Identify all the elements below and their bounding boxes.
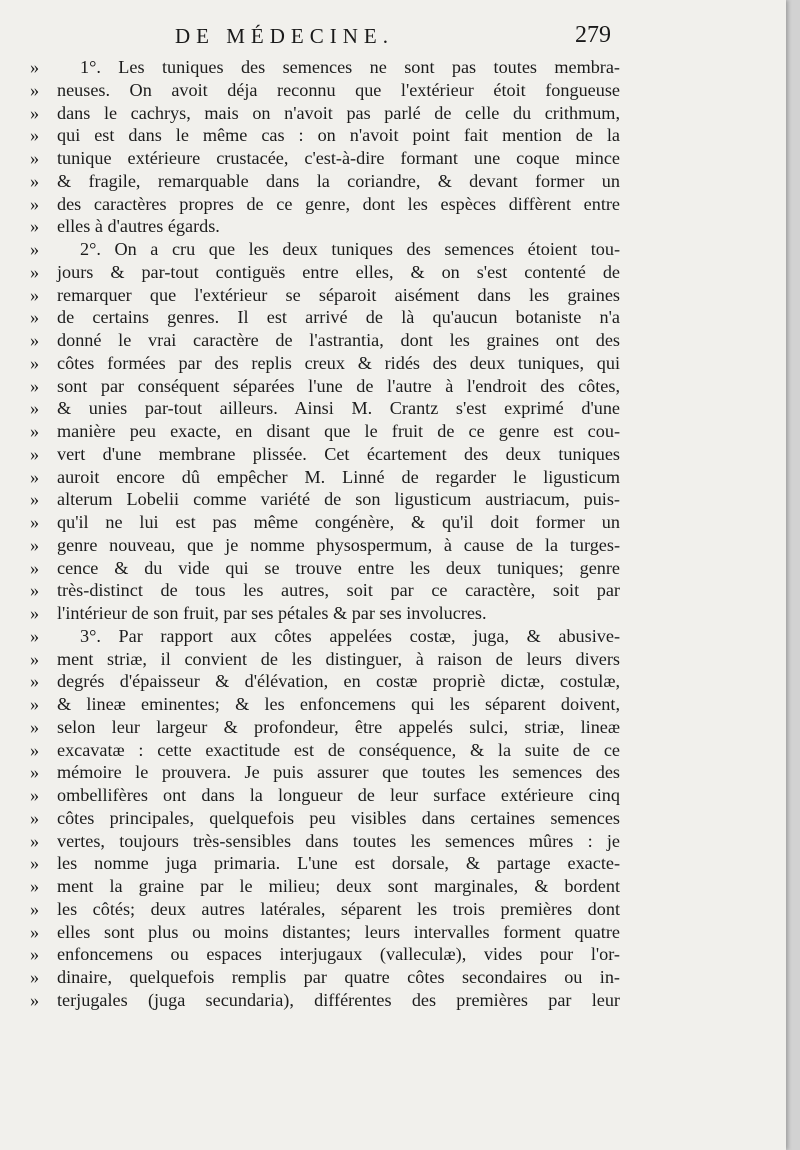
quote-mark: » [30,989,40,1010]
quote-mark: » [30,534,40,555]
text-line [30,193,620,216]
line-text: genre nouveau, que je nomme physospermum, à cause de la turges- [57,534,620,555]
text-line [30,761,620,784]
text-line [30,625,620,648]
line-text: ment la graine par le milieu; deux sont marginales, & bordent [57,876,620,896]
line-text: les nomme juga primaria. L'une est dorsale, & partage exacte- [57,853,620,874]
text-line [30,352,620,375]
text-line [30,648,620,671]
line-text: elles à d'autres égards. [57,216,220,237]
running-title: DE MÉDECINE. [175,24,394,48]
text-line [30,215,620,238]
line-text: ombellifères ont dans la longueur de leur surface extérieure cinq [57,785,620,805]
text-line [30,147,620,170]
text-line [30,739,620,762]
page-header [175,24,611,54]
text-line [30,534,620,557]
text-line [30,238,620,261]
text-line [30,170,620,193]
line-text: neuses. On avoit déja reconnu que l'extérieur étoit fongueuse [57,79,620,100]
text-line [30,784,620,807]
line-text: vert d'une membrane plissée. Cet écartement des deux tuniques [57,443,620,464]
quote-mark: » [30,148,40,168]
quote-mark: » [30,307,40,328]
line-text: mémoire le prouvera. Je puis assurer que toutes les semences des [57,762,620,783]
text-line [30,511,620,534]
quote-mark: » [30,466,40,487]
line-text: remarquer que l'extérieur se séparoit aisément dans les graines [57,284,620,305]
text-line [30,466,620,489]
quote-mark: » [30,79,40,100]
line-text: selon leur largeur & profondeur, être appelés sulci, striæ, lineæ [57,716,620,737]
quote-mark: » [30,330,40,350]
line-text: alterum Lobelii comme variété de son ligusticum austriacum, puis- [57,489,620,510]
line-text: cence & du vide qui se trouve entre les deux tuniques; genre [57,557,620,578]
line-text: degrés d'épaisseur & d'élévation, en costæ propriè dictæ, costulæ, [57,671,620,692]
line-text: vertes, toujours très-sensibles dans toutes les semences mûres : je [57,830,620,851]
line-text: dinaire, quelquefois remplis par quatre côtes secondaires ou in- [57,967,620,987]
quote-mark: » [30,170,40,191]
line-text: l'intérieur de son fruit, par ses pétales & par ses involucres. [57,603,487,623]
text-line [30,579,620,602]
line-text: sont par conséquent séparées l'une de l'autre à l'endroit des côtes, [57,375,620,396]
line-text: terjugales (juga secundaria), différentes des premières par leur [57,989,620,1010]
quote-mark: » [30,375,40,396]
quote-mark: » [30,284,40,305]
line-text: 2°. On a cru que les deux tuniques des semences étoient tou- [80,239,620,259]
quote-mark: » [30,898,40,919]
line-text: ment striæ, il convient de les distinguer, à raison de leurs divers [57,648,620,669]
quote-mark: » [30,739,40,760]
quote-mark: » [30,853,40,874]
text-line [30,488,620,511]
quote-mark: » [30,398,40,419]
quote-mark: » [30,671,40,692]
line-text: elles sont plus ou moins distantes; leurs intervalles forment quatre [57,921,620,942]
quote-mark: » [30,921,40,942]
quote-mark: » [30,512,40,532]
text-line [30,261,620,284]
line-text: 3°. Par rapport aux côtes appelées costæ, juga, & abusive- [80,625,620,646]
line-text: 1°. Les tuniques des semences ne sont pas toutes membra- [80,57,620,77]
line-text: manière peu exacte, en disant que le fruit de ce genre est cou- [57,421,620,441]
line-text: jours & par-tout contiguës entre elles, & on s'est contenté de [57,261,620,282]
line-text: de certains genres. Il est arrivé de là qu'aucun botaniste n'a [57,307,620,328]
quote-mark: » [30,557,40,578]
quote-mark: » [30,580,40,601]
text-line [30,716,620,739]
line-text: les côtés; deux autres latérales, séparent les trois premières dont [57,898,620,919]
line-text: & fragile, remarquable dans la coriandre, & devant former un [57,170,620,191]
quote-mark: » [30,603,40,623]
quote-mark: » [30,216,40,237]
text-line [30,693,620,716]
text-line [30,875,620,898]
quote-mark: » [30,762,40,783]
text-line [30,102,620,125]
quote-mark: » [30,239,40,259]
text-line [30,375,620,398]
text-line [30,807,620,830]
text-line [30,898,620,921]
quote-mark: » [30,694,40,714]
line-text: côtes formées par des replis creux & ridés des deux tuniques, qui [57,352,620,373]
text-line [30,557,620,580]
quote-mark: » [30,261,40,282]
text-line [30,306,620,329]
text-line [30,420,620,443]
quote-mark: » [30,807,40,828]
text-line [30,397,620,420]
text-line [30,670,620,693]
quote-mark: » [30,967,40,987]
quote-mark: » [30,125,40,146]
quote-mark: » [30,352,40,373]
line-text: très-distinct de tous les autres, soit par ce caractère, soit par [57,580,620,601]
text-line [30,56,620,79]
text-line [30,79,620,102]
line-text: des caractères propres de ce genre, dont les espèces diffèrent entre [57,193,620,214]
text-line [30,943,620,966]
text-line [30,284,620,307]
text-line [30,921,620,944]
page-number: 279 [575,22,611,48]
line-text: qui est dans le même cas : on n'avoit point fait mention de la [57,125,620,146]
quote-mark: » [30,716,40,737]
text-line [30,989,620,1012]
text-line [30,124,620,147]
line-text: côtes principales, quelquefois peu visibles dans certaines semences [57,807,620,828]
quote-mark: » [30,193,40,214]
line-text: donné le vrai caractère de l'astrantia, dont les graines ont des [57,330,620,350]
text-line [30,852,620,875]
line-text: & lineæ eminentes; & les enfoncemens qui les séparent doivent, [57,694,620,714]
quote-mark: » [30,421,40,441]
text-line [30,443,620,466]
line-text: qu'il ne lui est pas même congénère, & qu'il doit former un [57,512,620,532]
quote-mark: » [30,830,40,851]
quote-mark: » [30,489,40,510]
quote-mark: » [30,785,40,805]
text-line [30,830,620,853]
text-line [30,966,620,989]
quote-mark: » [30,876,40,896]
text-line [30,602,620,625]
quote-mark: » [30,57,40,77]
quote-mark: » [30,648,40,669]
body-text [30,56,620,1012]
line-text: enfoncemens ou espaces interjugaux (valleculæ), vides pour l'or- [57,944,620,965]
line-text: & unies par-tout ailleurs. Ainsi M. Crantz s'est exprimé d'une [57,398,620,419]
line-text: auroit encore dû empêcher M. Linné de regarder le ligusticum [57,466,620,487]
quote-mark: » [30,944,40,965]
line-text: excavatæ : cette exactitude est de conséquence, & la suite de ce [57,739,620,760]
line-text: dans le cachrys, mais on n'avoit pas parlé de celle du crithmum, [57,102,620,123]
quote-mark: » [30,102,40,123]
quote-mark: » [30,625,40,646]
quote-mark: » [30,443,40,464]
text-line [30,329,620,352]
line-text: tunique extérieure crustacée, c'est-à-dire formant une coque mince [57,148,620,168]
